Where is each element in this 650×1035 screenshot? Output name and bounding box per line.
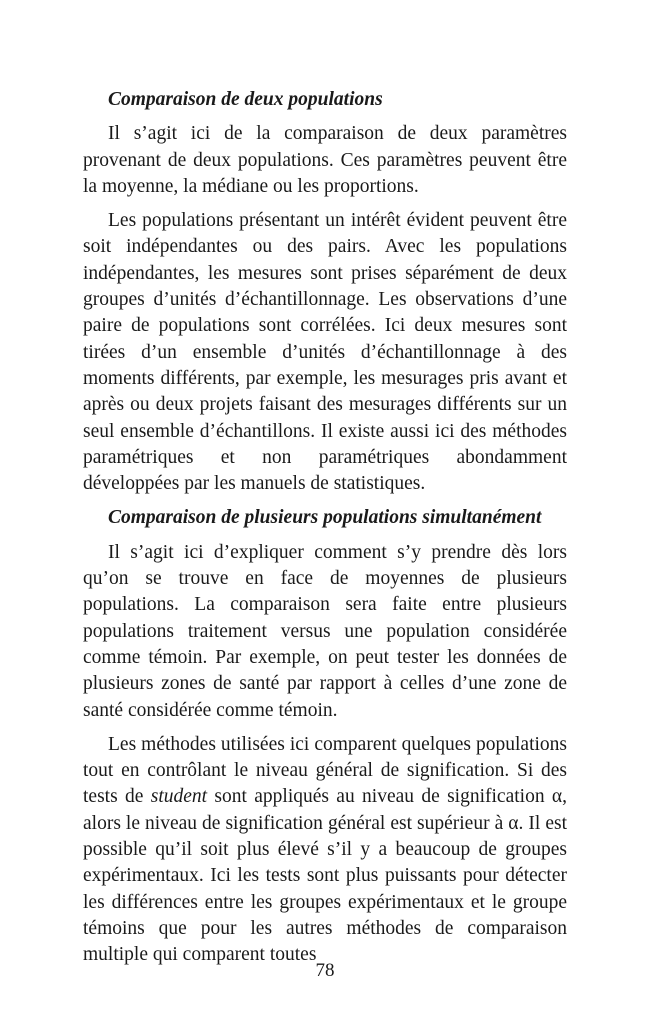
text-block (83, 87, 567, 977)
paragraph: Les méthodes utilisées ici comparent quelques populations tout en contrôlant le niveau général de signification. Si des tests de student sont appliqués au niveau de signification α, alors le niveau de signification général est supérieur à α. Il est possible qu’il soit plus élevé s’il y a beaucoup de groupes expérimentaux. Ici les tests sont plus puissants pour détecter les différences entre les groupes expérimentaux et le groupe témoins que pour les autres méthodes de comparaison multiple qui comparent toutes (83, 733, 567, 966)
section-heading-two-populations: Comparaison de deux populations (108, 89, 383, 110)
italic-term: student (150, 786, 208, 808)
page-number: 78 (315, 960, 335, 981)
section-heading-several-populations: Comparaison de plusieurs populations simultanément (108, 507, 542, 529)
paragraph: Il s’agit ici d’expliquer comment s’y prendre dès lors qu’on se trouve en face de moyennes de plusieurs populations. La comparaison sera faite entre plusieurs populations traitement versus une population considérée comme témoin. Par exemple, on peut tester les données de plusieurs zones de santé par rapport à celles d’une zone de santé considérée comme témoin. (83, 541, 567, 721)
paragraph: Les populations présentant un intérêt évident peuvent être soit indépendantes ou des pairs. Avec les populations indépendantes, les mesures sont prises séparément de deux groupes d’unités d’échantillonnage. Les observations d’une paire de populations sont corrélées. Ici deux mesures sont tirées d’un ensemble d’unités d’échantillonnage à des moments différents, par exemple, les mesurages pris avant et après ou deux projets faisant des mesurages différents sur un seul ensemble d’échantillons. Il existe aussi ici des méthodes paramétriques et non paramétriques abondamment développées par les manuels de statistiques. (83, 210, 567, 495)
paragraph: Il s’agit ici de la comparaison de deux paramètres provenant de deux populations. Ces paramètres peuvent être la moyenne, la médiane ou les proportions. (83, 123, 567, 197)
